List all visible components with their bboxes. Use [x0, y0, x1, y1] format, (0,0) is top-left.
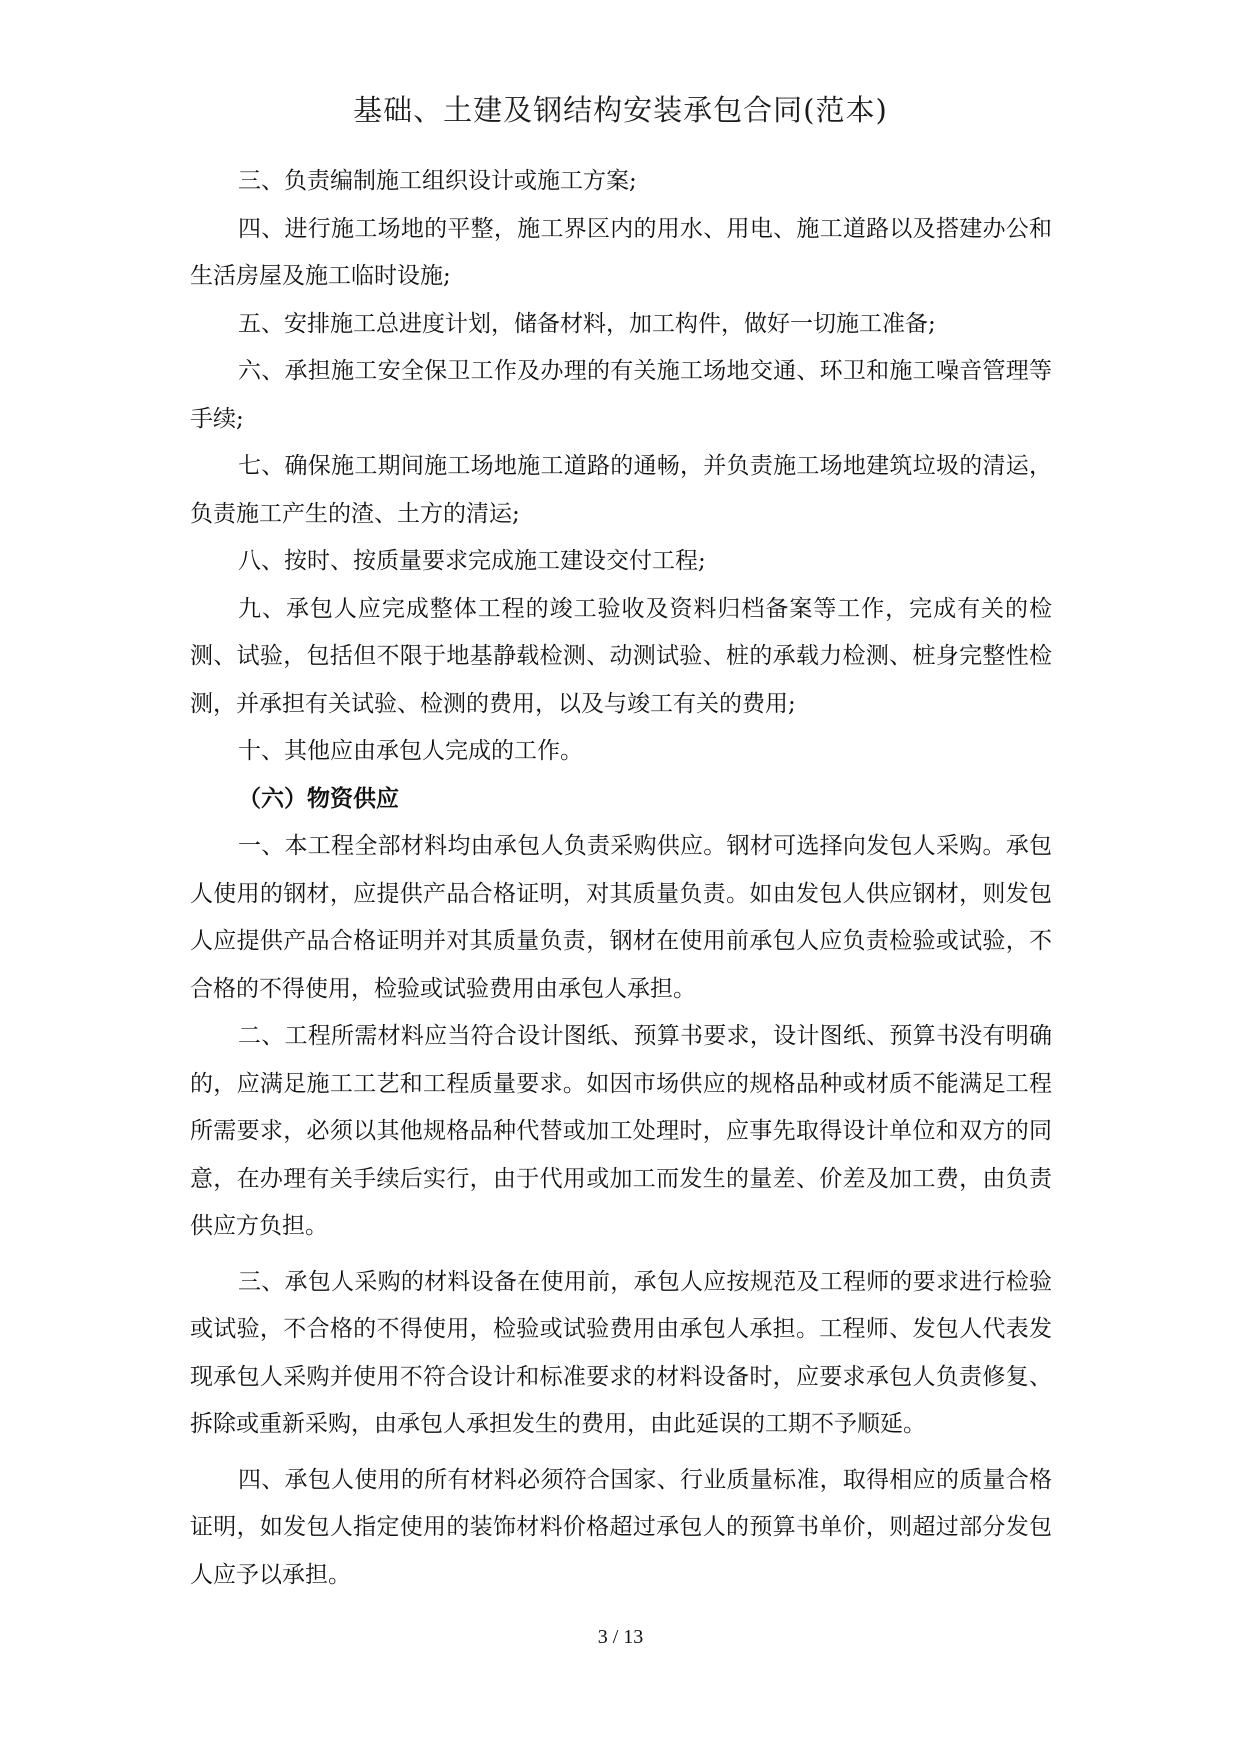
supply-clause-2: 二、工程所需材料应当符合设计图纸、预算书要求，设计图纸、预算书没有明确的，应满足施工工艺和工程质量要求。如因市场供应的规格品种或材质不能满足工程所需要求，必须以其他规格品种代替或加工处理时，应事先取得设计单位和双方的同意，在办理有关手续后实行，由于代用或加工而发生的量差、价差及加工费，由负责供应方负担。 [190, 1023, 1052, 1239]
clause-6: 六、承担施工安全保卫工作及办理的有关施工场地交通、环卫和施工噪音管理等手续; [190, 358, 1052, 432]
document-body [190, 158, 1052, 1599]
supply-clause-1: 一、本工程全部材料均由承包人负责采购供应。钢材可选择向发包人采购。承包人使用的钢材，应提供产品合格证明，对其质量负责。如由发包人供应钢材，则发包人应提供产品合格证明并对其质量负责，钢材在使用前承包人应负责检验或试验，不合格的不得使用，检验或试验费用由承包人承担。 [190, 833, 1052, 1002]
clause-4: 四、进行施工场地的平整，施工界区内的用水、用电、施工道路以及搭建办公和生活房屋及施工临时设施; [190, 215, 1052, 289]
supply-clause-4: 四、承包人使用的所有材料必须符合国家、行业质量标准，取得相应的质量合格证明，如发包人指定使用的装饰材料价格超过承包人的预算书单价，则超过部分发包人应予以承担。 [190, 1466, 1052, 1588]
clause-3: 三、负责编制施工组织设计或施工方案; [238, 168, 637, 194]
clause-9: 九、承包人应完成整体工程的竣工验收及资料归档备案等工作，完成有关的检测、试验，包括但不限于地基静载检测、动测试验、桩的承载力检测、桩身完整性检测，并承担有关试验、检测的费用，以及与竣工有关的费用; [190, 595, 1052, 717]
section-heading-materials-supply: （六）物资供应 [238, 785, 399, 812]
supply-clause-3: 三、承包人采购的材料设备在使用前，承包人应按规范及工程师的要求进行检验或试验，不合格的不得使用，检验或试验费用由承包人承担。工程师、发包人代表发现承包人采购并使用不符合设计和标准要求的材料设备时，应要求承包人负责修复、拆除或重新采购，由承包人承担发生的费用，由此延误的工期不予顺延。 [190, 1268, 1052, 1437]
page-number: 3 / 13 [597, 1626, 644, 1648]
document-title: 基础、土建及钢结构安装承包合同(范本) [353, 93, 888, 127]
clause-7: 七、确保施工期间施工场地施工道路的通畅，并负责施工场地建筑垃圾的清运，负责施工产生的渣、土方的清运; [190, 453, 1052, 527]
clause-8: 八、按时、按质量要求完成施工建设交付工程; [238, 548, 706, 574]
clause-5: 五、安排施工总进度计划，储备材料，加工构件，做好一切施工准备; [238, 310, 936, 337]
clause-10: 十、其他应由承包人完成的工作。 [238, 738, 583, 764]
